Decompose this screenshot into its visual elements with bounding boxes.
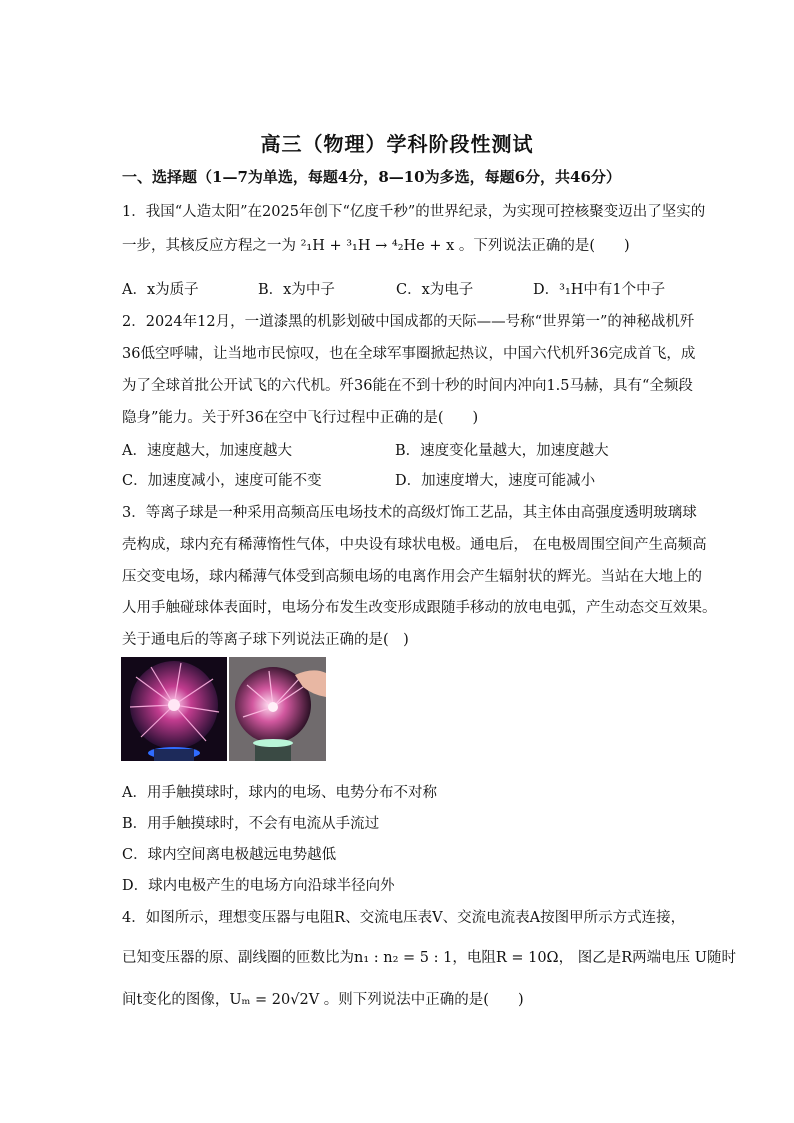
q2-line1: 2．2024年12月，一道漆黑的机影划破中国成都的天际——号称“世界第一”的神秘战机歼 — [122, 314, 695, 330]
plasma-ball-right-image — [229, 657, 326, 761]
q1-option-d-iso: ³₁H — [559, 282, 584, 298]
q2-option-d[interactable]: D．加速度增大，速度可能减小 — [395, 473, 596, 489]
q3-line5: 关于通电后的等离子球下列说法正确的是( ) — [122, 632, 409, 648]
q1-equation: ²₁H + ³₁H → ⁴₂He + x — [300, 238, 455, 254]
q4-line2: 已知变压器的原、副线圈的匝数比为n₁ : n₂ = 5 : 1，电阻R = 10Ω， 图乙是R两端电压 U随时 — [122, 950, 736, 966]
plasma-ball-left-image — [121, 657, 227, 761]
q1-line2-post: 。下列说法正确的是( ) — [458, 238, 630, 254]
q3-line3: 压交变电场，球内稀薄气体受到高频电场的电离作用会产生辐射状的辉光。当站在大地上的 — [122, 569, 702, 585]
q1-option-a[interactable]: A．x为质子 — [122, 282, 199, 298]
q2-line3: 为了全球首批公开试飞的六代机。歼36能在不到十秒的时间内冲向1.5马赫，具有“全频段 — [122, 378, 693, 394]
q2-line4: 隐身”能力。关于歼36在空中飞行过程中正确的是( ) — [122, 410, 479, 426]
q1-option-c[interactable]: C．x为电子 — [396, 282, 474, 298]
q3-line1: 3．等离子球是一种采用高频高压电场技术的高级灯饰工艺品，其主体由高强度透明玻璃球 — [122, 505, 697, 521]
plasma-ball-photo — [121, 657, 326, 761]
q2-line2: 36低空呼啸，让当地市民惊叹，也在全球军事圈掀起热议，中国六代机歼36完成首飞，成 — [122, 346, 696, 362]
q1-option-d-post: 中有1个中子 — [583, 282, 666, 298]
q3-line2: 壳构成，球内充有稀薄惰性气体，中央设有球状电极。通电后， 在电极周围空间产生高频高 — [122, 537, 707, 553]
q2-option-a[interactable]: A．速度越大，加速度越大 — [122, 443, 292, 459]
page-title: 高三（物理）学科阶段性测试 — [260, 132, 534, 156]
q2-option-c[interactable]: C．加速度减小，速度可能不变 — [122, 473, 322, 489]
q3-option-b[interactable]: B．用手触摸球时，不会有电流从手流过 — [122, 816, 380, 832]
q2-option-b[interactable]: B．速度变化量越大，加速度越大 — [395, 443, 609, 459]
q1-line1: 1．我国“人造太阳”在2025年创下“亿度千秒”的世界纪录，为实现可控核聚变迈出了坚实的 — [122, 204, 706, 220]
q1-line2 — [122, 234, 630, 255]
q3-option-a[interactable]: A．用手触摸球时，球内的电场、电势分布不对称 — [122, 785, 437, 801]
q4-line3: 间t变化的图像，Uₘ = 20√2V 。则下列说法中正确的是( ) — [122, 992, 524, 1008]
q1-option-b[interactable]: B．x为中子 — [258, 282, 335, 298]
q3-option-d[interactable]: D．球内电极产生的电场方向沿球半径向外 — [122, 878, 395, 894]
q4-line1: 4．如图所示，理想变压器与电阻R、交流电压表V、交流电流表A按图甲所示方式连接， — [122, 910, 686, 926]
q3-option-c[interactable]: C．球内空间离电极越远电势越低 — [122, 847, 337, 863]
section-heading: 一、选择题（1—7为单选，每题4分，8—10为多选，每题6分，共46分） — [122, 168, 621, 186]
q3-line4: 人用手触碰球体表面时，电场分布发生改变形成跟随手移动的放电电弧，产生动态交互效果。 — [122, 600, 717, 616]
q1-option-d[interactable] — [533, 278, 665, 299]
q1-option-d-pre: D． — [533, 282, 560, 298]
q1-line2-pre: 一步，其核反应方程之一为 — [122, 238, 296, 254]
